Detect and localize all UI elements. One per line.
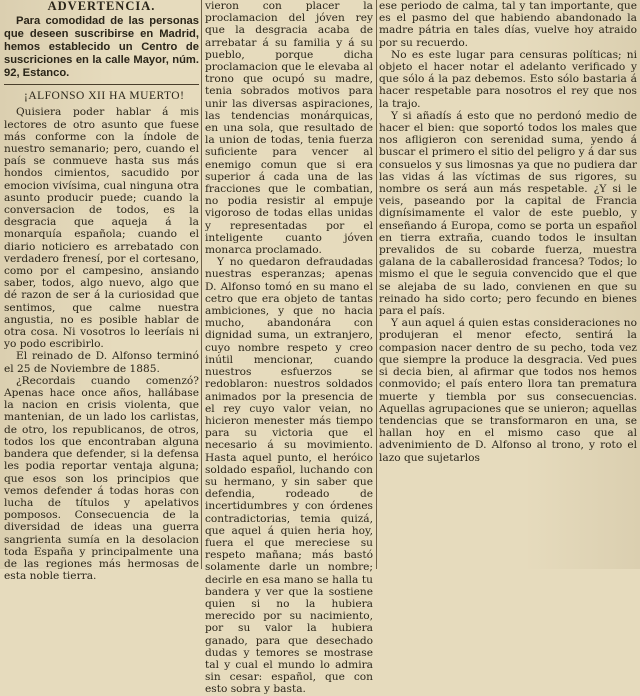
paragraph: No es este lugar para censuras políticas; ni objeto el hacer notar el adelanto verificado y que sólo á la paz debemos. Esto sólo bastaria á hacer respetable para nosotros el rey que nos la trajo. xyxy=(379,48,637,110)
paragraph: Y si añadís á esto que no perdonó medio de hacer el bien: que soportó todos los males que nos afligieron con serenidad suma, yendo á buscar el primero el sitio del peligro y á dar sus consuelos y sus limosnas ya que no pudiera dar las vidas á las víctimas de sus rigores, su nombre os será aun más respetable. ¿Y si le veis, paseando por la capital de Francia dignísimamente el valor de este pueblo, y enseñando á Europa, como se porta un español en tierra extraña, cuando todos le insultan prevalidos de su cobarde fuerza, muestra galana de la caballerosidad francesa? Todos; lo mismo el que le seguia convencido que el que se alejaba de su lado, convienen en que su reinado ha sido corto; pero fecundo en bienes para el país. xyxy=(379,109,637,318)
paragraph: Quisiera poder hablar á mis lectores de otro asunto que fuese más conforme con la índole de nuestro semanario; pero, cuando el país se conmueve hasta sus más hondos cimientos, sacudido por emocion vivísima, cual ninguna otra asunto producir puede; cuando la conversacion de todos, es la desgracia que aqueja á la monarquía española; cuando el diario noticiero es arrebatado con verdadero frenesí, por el cortesano, como por el campesino, ansiando saber, todos, algo nuevo, algo que dé razon de ser á la curiosidad que sentimos, que calme nuestra angustia, no es posible hablar de otra cosa. Ni vosotros lo leeríais ni yo podo escribirlo. xyxy=(4,106,199,351)
paragraph: Y aun aquel á quien estas consideraciones no produjeran el menor efecto, sentirá la compasion nacer dentro de su pecho, toda vez que siempre la produce la desgracia. Ved pues si decia bien, al afirmar que todos nos hemos conmovido; el país entero llora tan prematura muerte y tiembla por sus consecuencias. Aquellas agrupaciones que se unieron; aquellas tendencias que se transformaron en una, se hallan hoy en el mismo caso que al advenimiento de D. Alfonso al trono, y roto el lazo que sujetarlos xyxy=(379,317,637,464)
paragraph: ese periodo de calma, tal y tan importante, que es el pasmo del que habiendo abandonado la madre pátria en tales días, vuelve hoy atraido por su recuerdo. xyxy=(379,0,637,49)
paragraph: vieron con placer la proclamacion del jóven rey que la desgracia acaba de arrebatar á su familia y á su pueblo, porque dicha proclamacion que le elevaba al trono que ocupó su madre, tenia sobrados motivos para unir las diversas aspiraciones, las tendencias monárquicas, en una sola, que resultado de la union de todas, tenia fuerza suficiente para vencer al enemigo comun que si era superior á cada una de las fracciones que le combatian, no podia resistir al empuje vigoroso de todas ellas unidas y representadas por el inteligente cuanto jóven monarca proclamado. xyxy=(205,0,373,257)
section-divider xyxy=(4,84,199,85)
article-heading: ¡ALFONSO XII HA MUERTO! xyxy=(24,90,185,103)
notice-heading: ADVERTENCIA. xyxy=(47,0,156,13)
paragraph: El reinado de D. Alfonso terminó el 25 de Noviembre de 1885. xyxy=(4,350,199,375)
paragraph: Y no quedaron defraudadas nuestras esperanzas; apenas D. Alfonso tomó en su mano el cetro que era objeto de tantas ambiciones, y que no hacia mucho, abandonára con dignidad suma, un extranjero, cuyo nombre respeto y creo inútil mencionar, cuando nuestros esfuerzos se redoblaron: nuestros soldados animados por la presencia de el rey cuyo valor veian, no hicieron menester más tiempo para su victoria que el necesario á su movimiento. Hasta aquel punto, el heróico soldado español, luchando con su hermano, y sin saber que defendia, rodeado de incertidumbres y con órdenes contradictorias, temia quizá, que aquel á quien heria hoy, fuera el que mereciese su respeto mañana; más bastó solamente darle un nombre; decirle en esa mano se halla tu bandera y ver que la sostiene quien si no la hubiera merecido por su nacimiento, por su valor la hubiera ganado, para que desechado dudas y temores se mostrase tal y cual el mundo lo admira sin cesar: español, que con esto sobra y basta. xyxy=(205,256,373,696)
column-rule xyxy=(376,0,377,569)
column-3 xyxy=(379,0,637,569)
subscription-notice: Para comodidad de las personas que deseen suscribirse en Madrid, hemos establecido un Centro de suscriciones en la calle Mayor, núm. 92, Estanco. xyxy=(4,15,199,80)
paragraph: ¿Recordais cuando comenzó? Apenas hace once años, hallábase la nacion en crisis violenta, que mantenian, de un lado los carlistas, de otro, los republicanos, de otros, todos los que encontraban alguna bandera que defender, si la defensa les podia reportar ventaja alguna; que esos son los principios que vemos defender á todas horas con lucha de títulos y apelativos pomposos. Consecuencia de la diversidad de ideas una guerra sangrienta sumía en la desolacion toda España y principalmente una de las regiones más hermosas de esta noble tierra. xyxy=(4,374,199,583)
column-1 xyxy=(4,0,199,583)
column-rule xyxy=(201,0,202,569)
column-2 xyxy=(205,0,373,696)
